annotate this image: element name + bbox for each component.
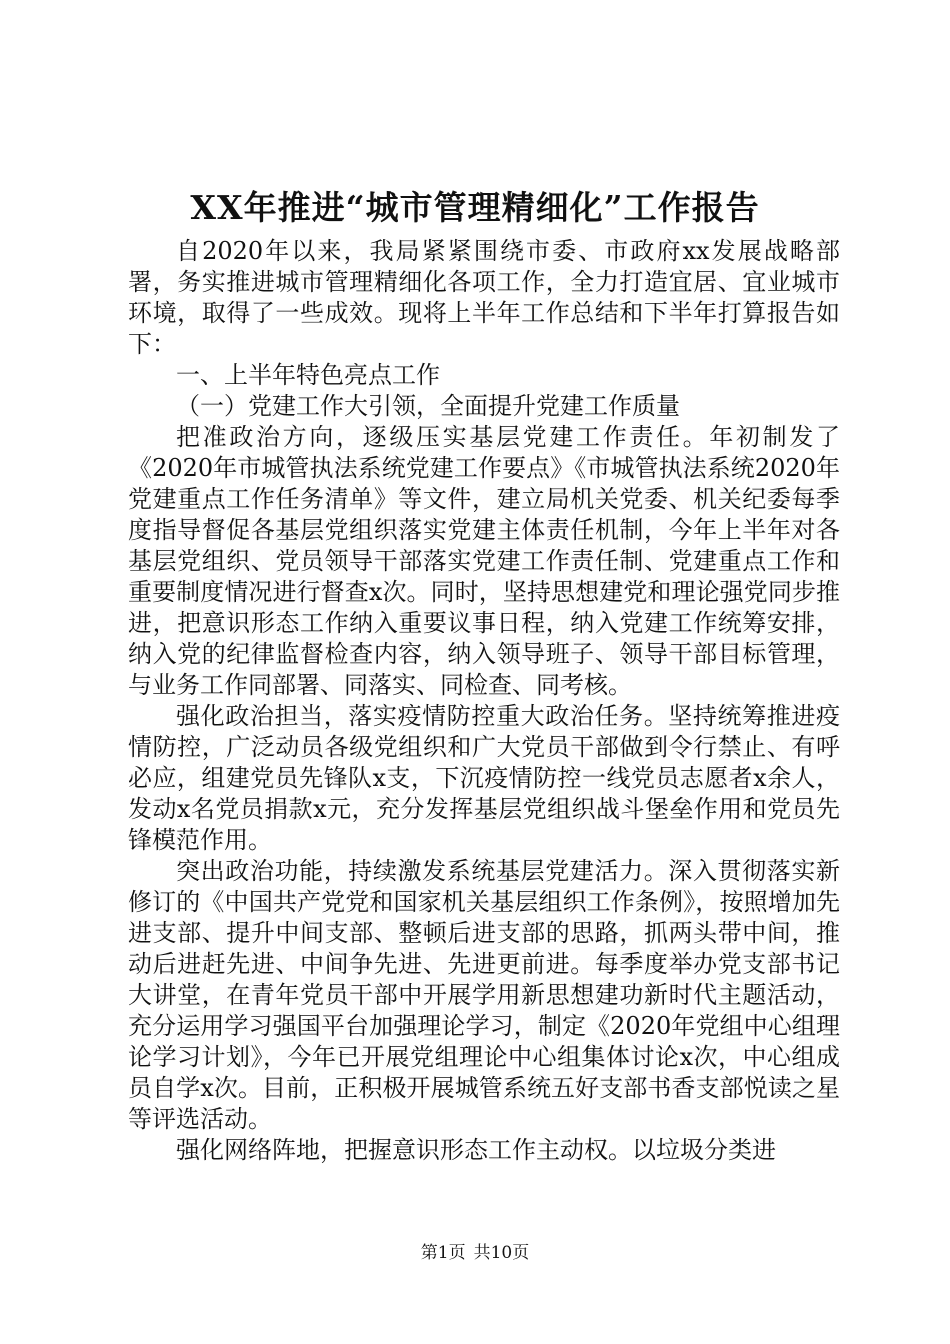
paragraph: 把准政治方向，逐级压实基层党建工作责任。年初制发了《2020年市城管执法系统党建工作要点》《市城管执法系统2020年党建重点工作任务清单》等文件，建立局机关党委、机关纪委每季度指导督促各基层党组织落实党建主体责任机制，今年上半年对各基层党组织、党员领导干部落实党建工作责任制、党建重点工作和重要制度情况进行督查x次。同时，坚持思想建党和理论强党同步推进，把意识形态工作纳入重要议事日程，纳入党建工作统筹安排，纳入党的纪律监督检查内容，纳入领导班子、领导干部目标管理，与业务工作同部署、同落实、同检查、同考核。 (128, 423, 840, 699)
section-heading: 一、上半年特色亮点工作 (176, 361, 440, 389)
page-number: 第1页 (420, 1243, 466, 1263)
page-total: 共10页 (473, 1243, 530, 1263)
paragraph-intro: 自2020年以来，我局紧紧围绕市委、市政府xx发展战略部署，务实推进城市管理精细化各项工作，全力打造宜居、宜业城市环境，取得了一些成效。现将上半年工作总结和下半年打算报告如下： (128, 237, 840, 358)
subsection-heading: （一）党建工作大引领，全面提升党建工作质量 (176, 392, 680, 420)
page-footer (0, 1240, 950, 1266)
document-title: XX年推进“城市管理精细化”工作报告 (190, 188, 760, 227)
paragraph: 突出政治功能，持续激发系统基层党建活力。深入贯彻落实新修订的《中国共产党党和国家机关基层组织工作条例》，按照增加先进支部、提升中间支部、整顿后进支部的思路，抓两头带中间，推动后进赶先进、中间争先进、先进更前进。每季度举办党支部书记大讲堂，在青年党员干部中开展学用新思想建功新时代主题活动，充分运用学习强国平台加强理论学习，制定《2020年党组中心组理论学习计划》，今年已开展党组理论中心组集体讨论x次，中心组成员自学x次。目前，正积极开展城管系统五好支部书香支部悦读之星等评选活动。 (128, 857, 840, 1133)
paragraph: 强化政治担当，落实疫情防控重大政治任务。坚持统筹推进疫情防控，广泛动员各级党组织和广大党员干部做到令行禁止、有呼必应，组建党员先锋队x支，下沉疫情防控一线党员志愿者x余人，发动x名党员捐款x元，充分发挥基层党组织战斗堡垒作用和党员先锋模范作用。 (128, 702, 840, 854)
paragraph: 强化网络阵地，把握意识形态工作主动权。以垃圾分类进 (176, 1136, 776, 1164)
document-body (128, 236, 840, 1166)
